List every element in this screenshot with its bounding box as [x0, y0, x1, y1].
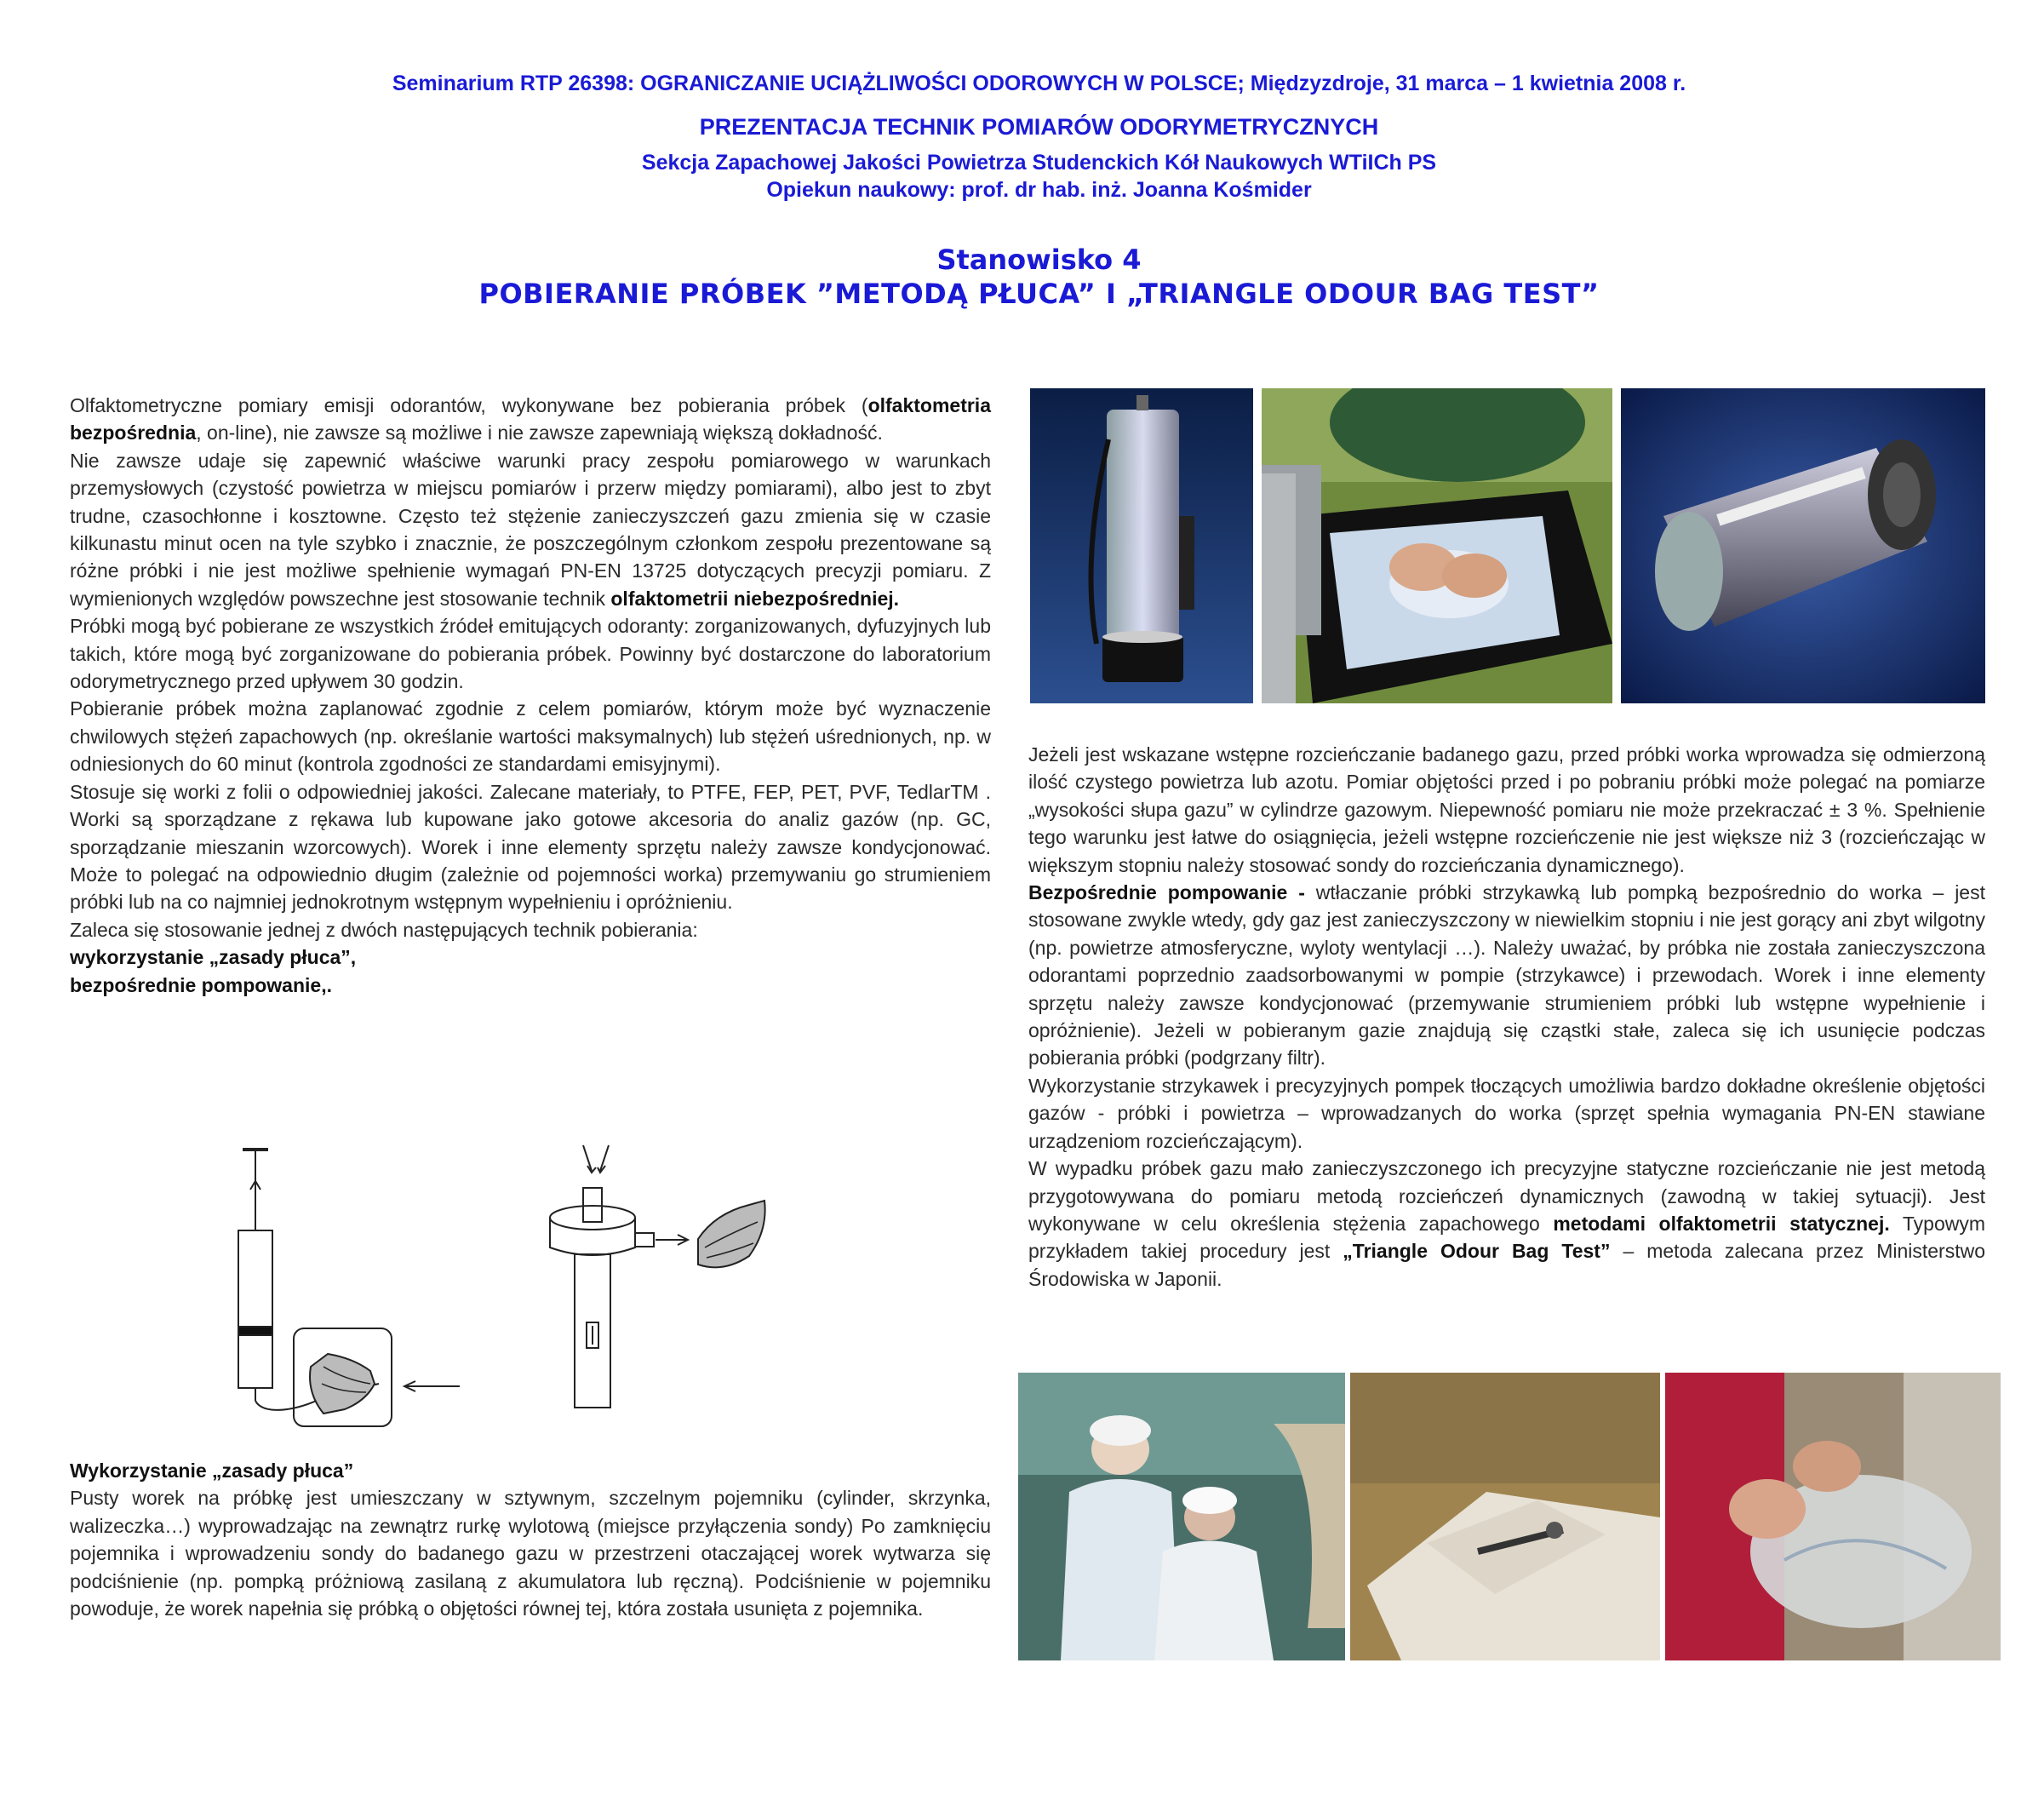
text-span: Nie zawsze udaje się zapewnić właściwe warunki pracy zespołu pomiarowego w warunkach przemysłowych (czystość powietrza w miejscu pomiarów i przerw między pomiarami), albo jest to zbyt trudne, czasochłonne i kosztowne. Często też stężenie zanieczyszczeń gazu zmienia się w czasie kilkunastu minut ocen na tyle szybko i znacznie, że poszczególnym członkom zespołu prezentowane są różne próbki i nie jest możliwe spełnienie wymagań PN-EN 13725 dotyczących precyzji pomiaru. Z wymienionych względów powszechne jest stosowanie technik	[70, 449, 991, 610]
photo-bag-on-table	[1350, 1373, 1660, 1660]
lung-principle-section	[70, 1457, 991, 1622]
seminar-title: Seminarium RTP 26398: OGRANICZANIE UCIĄŻLIWOŚCI ODOROWYCH W POLSCE; Międzyzdroje, 31 marca – 1 kwietnia 2008 r.	[392, 72, 1686, 95]
photo-cylinder-sampler	[1030, 388, 1253, 703]
paragraph-1	[70, 392, 991, 447]
bold-term: wykorzystanie „zasady płuca”,	[70, 946, 357, 969]
text-span: Olfaktometryczne pomiary emisji odorantów, wykonywane bez pobierania próbek (	[70, 394, 868, 416]
lung-principle-text: Pusty worek na próbkę jest umieszczany w sztywnym, szczelnym pojemniku (cylinder, skrzynka, walizeczka…) wyprowadzając na zewnątrz rurkę wylotową (miejsce przyłączenia sondy) Po zamknięciu pojemnika i wprowadzeniu sondy do badanego gazu w przestrzeni otaczającej worek wytwarza się podciśnienie (np. pompką próżniową zasilaną z akumulatora lub ręczną). Podciśnienie w pojemniku powoduje, że worek napełnia się próbką o objętości równej tej, która została usunięta z pojemnika.	[70, 1487, 991, 1620]
paragraph-triangle-test	[1028, 1155, 1985, 1293]
paragraph-4: Pobieranie próbek można zaplanować zgodnie z celem pomiarów, którym może być wyznaczenie chwilowych stężeń zapachowych (np. określanie wartości maksymalnych) lub stężeń uśrednionych, np. w odniesionych do 60 minut (kontrola zgodności ze standardami emisyjnymi).	[70, 697, 991, 776]
bold-term: Bezpośrednie pompowanie -	[1028, 881, 1305, 904]
lung-principle-heading	[70, 1457, 991, 1484]
supervisor: Opiekun naukowy: prof. dr hab. inż. Joanna Kośmider	[766, 178, 1312, 202]
bold-term: metodami olfaktometrii statycznej.	[1553, 1212, 1890, 1235]
left-column-text	[70, 392, 991, 999]
bold-term: „Triangle Odour Bag Test”	[1343, 1240, 1611, 1263]
paragraph-syringes: Wykorzystanie strzykawek i precyzyjnych pompek tłoczących umożliwia bardzo dokładne określenie objętości gazów - próbki i powietrza – wprowadzanych do worka (sprzęt spełnia wymagania PN-EN stawiane urządzeniom rozcieńczającym).	[1028, 1074, 1985, 1152]
photo-container-image	[1621, 388, 1985, 703]
photo-cylinder-image	[1030, 388, 1253, 703]
photo-lab-workers	[1018, 1373, 1345, 1660]
section-name: Sekcja Zapachowej Jakości Powietrza Studenckich Kół Naukowych WTiICh PS	[641, 151, 1437, 175]
photo-workers-image	[1018, 1373, 1345, 1660]
technique-1	[70, 943, 991, 971]
text-span: W wypadku próbek gazu mało zanieczyszczonego ich precyzyjne statyczne rozcieńczanie nie jest metodą przygotowywana do pomiaru metodą rozcieńczeń dynamicznych (zawodną w takiej sytuacji). Jest wykonywane w celu określenia stężenia zapachowego	[1028, 1157, 1985, 1235]
photo-metal-container	[1621, 388, 1985, 703]
photo-bag-image	[1262, 388, 1612, 703]
text-span: – metoda zalecana przez Ministerstwo Środowiska w Japonii.	[1028, 1240, 1986, 1290]
bold-term: Wykorzystanie „zasady płuca”	[70, 1460, 354, 1482]
bold-term: olfaktometria bezpośrednia	[70, 394, 991, 444]
photo-table-image	[1350, 1373, 1660, 1660]
photo-filling-image	[1665, 1373, 2001, 1660]
bold-term: olfaktometrii niebezpośredniej.	[610, 587, 900, 610]
presentation-title: PREZENTACJA TECHNIK POMIARÓW ODORYMETRYCZNYCH	[699, 114, 1379, 140]
text-span: , on-line), nie zawsze są możliwe i nie zawsze zapewniają większą dokładność.	[196, 422, 883, 444]
paragraph-dilution: Jeżeli jest wskazane wstępne rozcieńczanie badanego gazu, przed próbki worka wprowadza się odmierzoną ilość czystego powietrza lub azotu. Pomiar objętości przed i po pobraniu próbki może polegać na pomiarze „wysokości słupa gazu” w cylindrze gazowym. Niepewność pomiaru nie może przekraczać ± 3 %. Spełnienie tego warunku jest łatwe do osiągnięcia, jeżeli wstępne rozcieńczenie nie jest większe niż 3 (rozcieńczając w większym stopniu należy stosować sondy do rozcieńczania dynamicznego).	[1028, 743, 1985, 876]
text-span: wtłaczanie próbki strzykawką lub pompką bezpośrednio do worka – jest stosowane zwykle wtedy, gdy gaz jest zanieczyszczony w niewielkim stopniu i nie jest gorący ani zbyt wilgotny (np. powietrze atmosferyczne, wyloty wentylacji …). Należy uważać, by próbka nie została zanieczyszczona odorantami poprzednio zaadsorbowanymi w pompie (strzykawce) i przewodach. Worek i inne elementy sprzętu należy zawsze kondycjonować (przemywanie strumieniem próbki lub wstępne wypełnienie i opróżnienie). Jeżeli w pobieranym gazie znajdują się cząstki stałe, zaleca się ich usunięcie podczas pobierania próbki (podgrzany filtr).	[1028, 881, 1985, 1070]
paragraph-2	[70, 447, 991, 612]
sampling-diagram	[196, 1137, 792, 1435]
photo-bag-in-case	[1262, 388, 1612, 703]
bold-term: bezpośrednie pompowanie,.	[70, 973, 332, 996]
station-number: Stanowisko 4	[936, 244, 1142, 276]
technique-2	[70, 972, 991, 999]
paragraph-3: Próbki mogą być pobierane ze wszystkich źródeł emitujących odoranty: zorganizowanych, dyfuzyjnych lub takich, które mogą być zorganizowane do pobierania próbek. Powinny być dostarczone do laboratorium odorymetrycznego przed upływem 30 godzin.	[70, 615, 991, 693]
paragraph-6: Zaleca się stosowanie jednej z dwóch następujących technik pobierania:	[70, 918, 698, 941]
right-column-text	[1028, 741, 1985, 1293]
paragraph-5: Stosuje się worki z folii o odpowiedniej jakości. Zalecane materiały, to PTFE, FEP, PET, PVF, TedlarTM . Worki są sporządzane z rękawa lub kupowane jako gotowe akcesoria do analiz gazów (np. GC, sporządzanie mieszanin wzorcowych). Worek i inne elementy sprzętu należy zawsze kondycjonować. Może to polegać na odpowiednio długim (zależnie od pojemności worka) przemywaniu go strumieniem próbki lub na co najmniej jednokrotnym wstępnym wypełnieniu i opróżnieniu.	[70, 780, 991, 914]
paragraph-direct-pumping	[1028, 879, 1985, 1072]
photo-filling-bag	[1665, 1373, 2001, 1660]
text-span: Typowym przykładem takiej procedury jest	[1028, 1212, 1986, 1263]
station-title: POBIERANIE PRÓBEK ”METODĄ PŁUCA” I „TRIANGLE ODOUR BAG TEST”	[478, 278, 1600, 310]
sampling-diagram-drawing	[196, 1137, 792, 1435]
